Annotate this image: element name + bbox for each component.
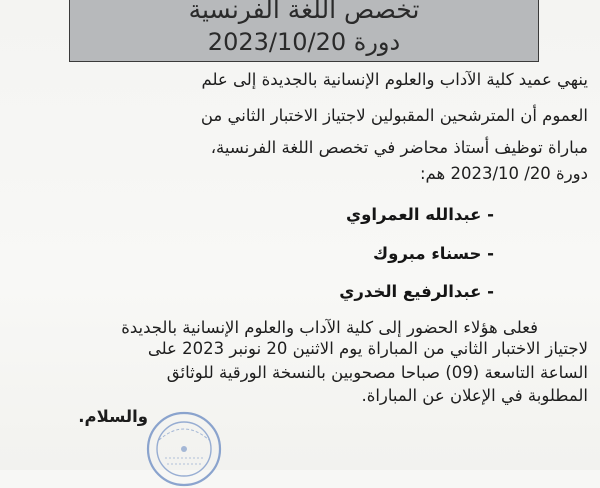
instruction-line-2: لاجتياز الاختبار الثاني من المباراة يوم الاثنين 20 نونبر 2023 على (147, 339, 588, 358)
title-session: دورة 2023/10/20 (207, 28, 401, 56)
body-line-2: العموم أن المترشحين المقبولين لاجتياز الاختبار الثاني من (200, 106, 588, 125)
university-stamp-icon (145, 410, 223, 488)
body-line-3: مباراة توظيف أستاذ محاضر في تخصص اللغة الفرنسية، (210, 138, 588, 157)
instruction-line-1: فعلى هؤلاء الحضور إلى كلية الآداب والعلوم الإنسانية بالجديدة (121, 318, 538, 337)
body-line-4: دورة 20/ 2023/10 هم: (419, 164, 588, 183)
body-line-1: ينهي عميد كلية الآداب والعلوم الإنسانية بالجديدة إلى علم (201, 70, 588, 89)
closing-salutation: والسلام. (78, 407, 148, 426)
candidate-name: - عبدالرفيع الخدري (339, 282, 494, 301)
candidate-name: - عبدالله العمراوي (346, 205, 494, 224)
candidate-name: - حسناء مبروك (373, 244, 494, 263)
title-box (69, 0, 539, 62)
instruction-line-4: المطلوبة في الإعلان عن المباراة. (361, 386, 588, 405)
title-specialty: تخصص اللغة الفرنسية (188, 0, 420, 24)
instruction-line-3: الساعة التاسعة (09) صباحا مصحوبين بالنسخة الورقية للوثائق (166, 363, 588, 382)
